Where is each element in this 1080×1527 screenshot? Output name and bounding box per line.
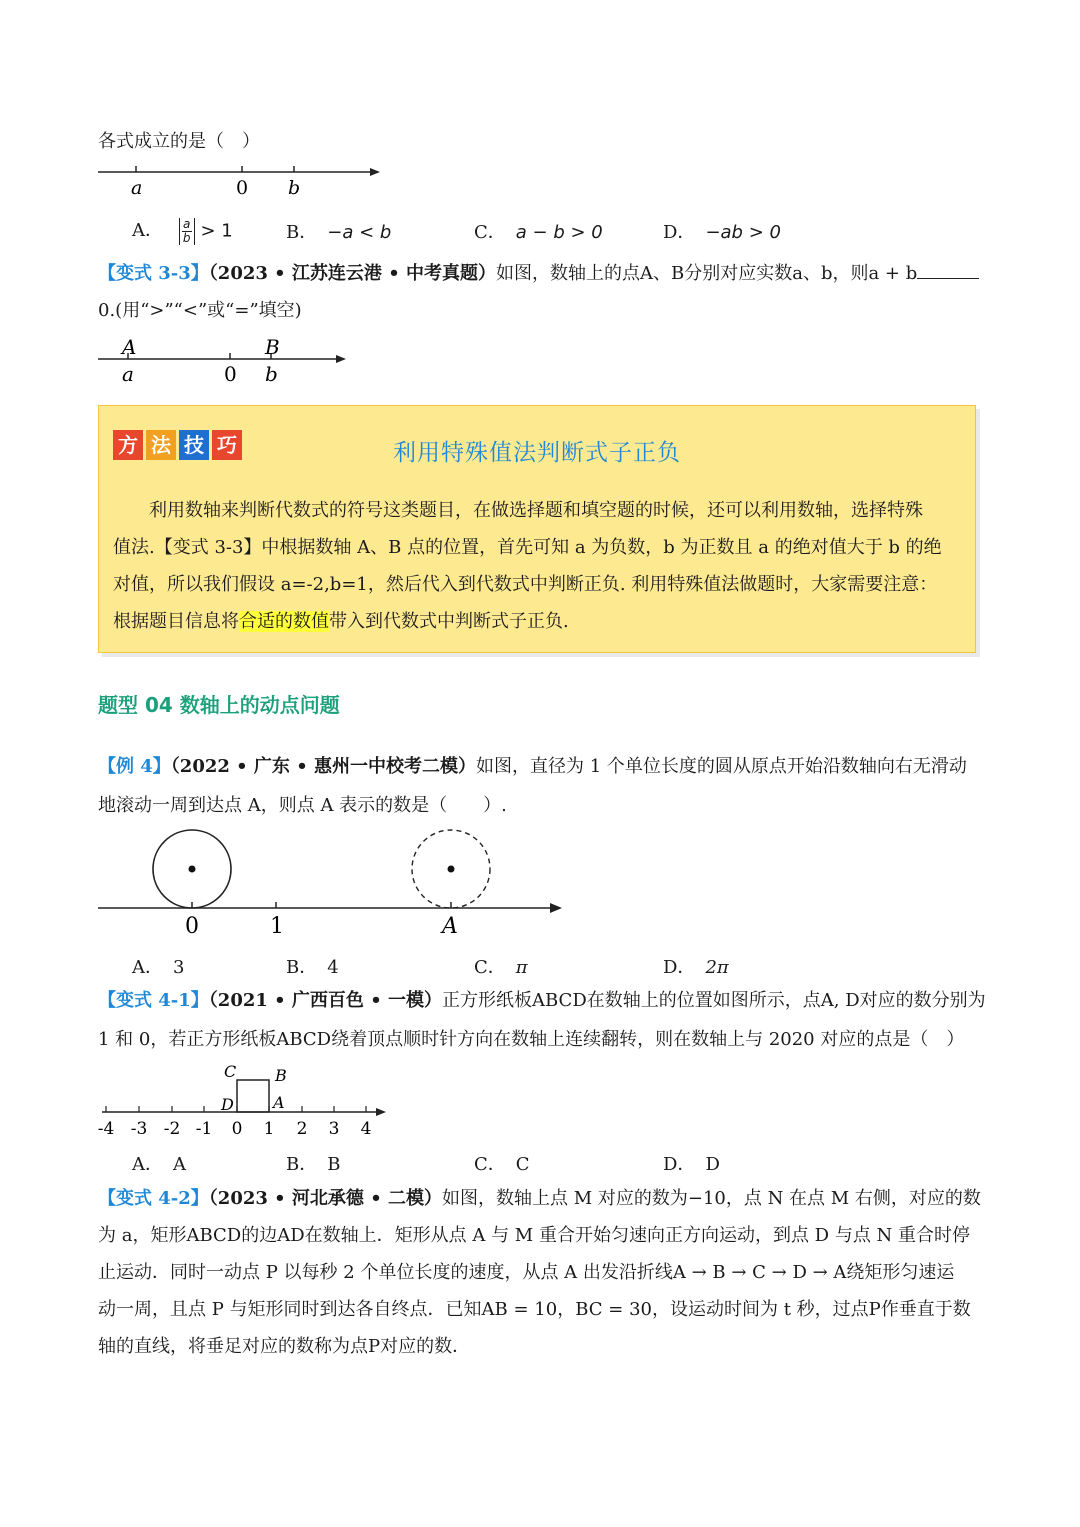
- option-a[interactable]: A． $\frac{a}{b}$ > 1: [132, 216, 233, 245]
- tick-label: 0: [231, 1119, 243, 1139]
- variant-3-3-line1: 【变式 3-3】（2023 • 江苏连云港 • 中考真题）如图，数轴上的点A、B分别对应实数a、b，则a + b: [98, 260, 979, 287]
- method-line-3: 对值，所以我们假设 a=-2,b=1，然后代入到代数式中判断正负. 利用特殊值法做题时，大家需要注意：: [113, 574, 938, 595]
- square-abcd: [237, 1080, 269, 1112]
- variant-4-2-line2: 为 a，矩形ABCD的边AD在数轴上．矩形从点 A 与 M 重合开始匀速向正方向运动，到点 D 与点 N 重合时停: [98, 1225, 971, 1246]
- vertex-C: C: [224, 1062, 237, 1081]
- option-d[interactable]: D． D: [663, 1154, 720, 1175]
- variant-3-3-line2: 0.(用“>”“<”或“=”填空): [98, 300, 302, 321]
- axis-label-a: a: [131, 177, 143, 199]
- axis-value-zero: 0: [224, 362, 237, 386]
- tick-label: -1: [195, 1119, 213, 1139]
- tick-label: 3: [328, 1119, 340, 1139]
- example-4-line2: 地滚动一周到达点 A，则点 A 表示的数是（ ）.: [98, 795, 507, 816]
- number-line-3-3: [96, 335, 356, 387]
- axis-point-A: A: [122, 335, 137, 359]
- axis-label-zero: 0: [236, 177, 249, 199]
- answer-blank[interactable]: [917, 260, 979, 279]
- tick-label: -3: [130, 1119, 148, 1139]
- option-a[interactable]: A． A: [132, 1154, 186, 1175]
- variant-4-2-line4: 动一周，且点 P 与矩形同时到达各自终点．已知AB = 10，BC = 30，设运动时间为 t 秒，过点P作垂直于数: [98, 1299, 971, 1320]
- option-c[interactable]: C． π: [474, 957, 528, 978]
- option-b[interactable]: B． 4: [286, 957, 339, 978]
- axis-point-A: A: [442, 914, 458, 939]
- method-line-1: 利用数轴来判断代数式的符号这类题目，在做选择题和填空题的时候，还可以利用数轴，选择特殊: [149, 500, 923, 521]
- option-d[interactable]: D． −ab > 0: [663, 222, 781, 243]
- option-a[interactable]: A． 3: [132, 957, 185, 978]
- variant-4-1-line2: 1 和 0，若正方形纸板ABCD绕着顶点顺时针方向在数轴上连续翻转，则在数轴上与 2020 对应的点是（ ）: [98, 1029, 965, 1050]
- tick-label: -2: [163, 1119, 181, 1139]
- axis-tick-1: 1: [270, 914, 284, 939]
- variant-4-2-line1: 【变式 4-2】（2023 • 河北承德 • 二模）如图，数轴上点 M 对应的数为−10，点 N 在点 M 右侧，对应的数: [98, 1188, 981, 1209]
- method-line-4: 根据题目信息将合适的数值带入到代数式中判断式子正负.: [113, 611, 569, 632]
- option-d[interactable]: D． 2π: [663, 957, 729, 978]
- tick-label: 4: [360, 1119, 372, 1139]
- axis-tick-0: 0: [185, 914, 199, 939]
- tick-label: 2: [296, 1119, 308, 1139]
- number-line-top: [96, 158, 386, 200]
- axis-label-b: b: [288, 177, 301, 199]
- axis-point-B: B: [265, 335, 280, 359]
- rolling-circle-figure: [96, 826, 568, 942]
- variant-4-2-line3: 止运动．同时一动点 P 以每秒 2 个单位长度的速度，从点 A 出发沿折线A → B → C → D → A绕矩形匀速运: [98, 1262, 955, 1283]
- variant-4-1-line1: 【变式 4-1】（2021 • 广西百色 • 一模）正方形纸板ABCD在数轴上的位置如图所示，点A, D对应的数分别为: [98, 990, 986, 1011]
- method-line-2: 值法.【变式 3-3】中根据数轴 A、B 点的位置，首先可知 a 为负数，b 为正数且 a 的绝对值大于 b 的绝: [113, 537, 942, 558]
- option-c[interactable]: C． a − b > 0: [474, 222, 603, 243]
- question-stem: 各式成立的是（ ）: [98, 131, 260, 152]
- vertex-D: D: [221, 1095, 234, 1114]
- fraction-numerator: a: [183, 216, 191, 231]
- variant-4-2-line5: 轴的直线，将垂足对应的数称为点P对应的数．: [98, 1336, 471, 1357]
- option-b[interactable]: B． −a < b: [286, 222, 392, 243]
- section-title: 题型 04 数轴上的动点问题: [98, 693, 340, 717]
- method-box: [98, 405, 976, 653]
- square-on-number-line: [94, 1058, 394, 1142]
- option-c[interactable]: C． C: [474, 1154, 530, 1175]
- method-title: 利用特殊值法判断式子正负: [393, 440, 681, 466]
- circle-start-center: [189, 866, 196, 873]
- circle-end-center: [448, 866, 455, 873]
- highlighted-text: 合适的数值: [239, 611, 329, 632]
- tick-label: -4: [97, 1119, 115, 1139]
- fraction-denominator: b: [182, 230, 191, 245]
- axis-value-a: a: [122, 362, 134, 386]
- vertex-A: A: [273, 1093, 285, 1112]
- tick-label: 1: [263, 1119, 275, 1139]
- axis-value-b: b: [265, 362, 278, 386]
- option-b[interactable]: B． B: [286, 1154, 341, 1175]
- method-tag: 方 法 技 巧: [113, 430, 242, 460]
- example-4-line1: 【例 4】（2022 • 广东 • 惠州一中校考二模）如图，直径为 1 个单位长度的圆从原点开始沿数轴向右无滑动: [98, 756, 967, 777]
- vertex-B: B: [275, 1066, 287, 1085]
